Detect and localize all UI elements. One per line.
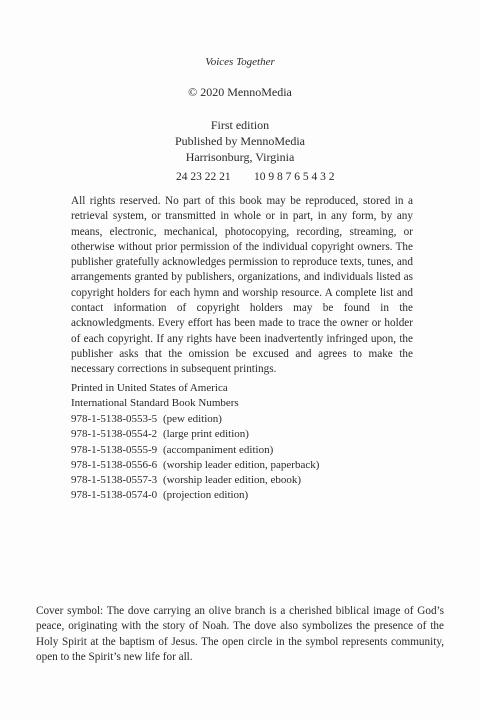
isbn-description: (pew edition) [163, 413, 222, 425]
edition-line: First edition [210, 118, 270, 132]
edition-info [0, 117, 480, 165]
rights-statement: All rights reserved. No part of this book may be reproduced, stored in a retrieval system, or transmitted in whole or in part, in any form, by any means, electronic, mechanical, photocopying, recording, streaming, or otherwise without prior permission of the individual copyright owners. The publisher gratefully acknowledges permission to reproduce texts, tunes, and arrangements granted by publishers, organizations, and individuals listed as copyright holders for each hymn and worship resource. A complete list and contact information of copyright holders may be found in the acknowledgments. Every effort has been made to trace the owner or holder of each copyright. If any rights have been inadvertently infringed upon, the publisher asks that the omission be excused and agrees to make the necessary corrections in subsequent printings. [71, 195, 413, 376]
isbn-number: 978-1-5138-0556-6 [71, 458, 158, 471]
isbn-description: (large print edition) [163, 428, 249, 441]
isbn-number: 978-1-5138-0557-3 [71, 474, 158, 487]
printing-numbers: 10 9 8 7 6 5 4 3 2 [254, 171, 335, 183]
publisher-line: Published by MennoMedia [175, 134, 305, 148]
isbn-description: (accompaniment edition) [163, 443, 274, 456]
isbn-number: 978-1-5138-0554-2 [71, 428, 158, 441]
cover-symbol-note: Cover symbol: The dove carrying an olive branch is a cherished biblical image of God’s peace, originating with the story of Noah. The dove also symbolizes the presence of the Holy Spirit at the baptism of Jesus. The open circle in the symbol represents community, open to the Spirit’s new life for all. [36, 605, 444, 663]
copyright-line: © 2020 MennoMedia [188, 85, 292, 99]
isbn-heading: International Standard Book Numbers [71, 397, 239, 410]
printed-block [71, 381, 239, 412]
isbn-description: (projection edition) [163, 489, 249, 502]
printing-years: 24 23 22 21 [176, 171, 231, 183]
isbn-number: 978-1-5138-0553-5 [71, 413, 158, 425]
book-title: Voices Together [205, 56, 275, 68]
publisher-location: Harrisonburg, Virginia [185, 150, 295, 164]
isbn-number: 978-1-5138-0555-9 [71, 443, 158, 456]
isbn-number: 978-1-5138-0574-0 [71, 489, 158, 502]
isbn-description: (worship leader edition, paperback) [163, 458, 320, 471]
isbn-description: (worship leader edition, ebook) [163, 474, 302, 487]
printed-in: Printed in United States of America [71, 382, 228, 394]
